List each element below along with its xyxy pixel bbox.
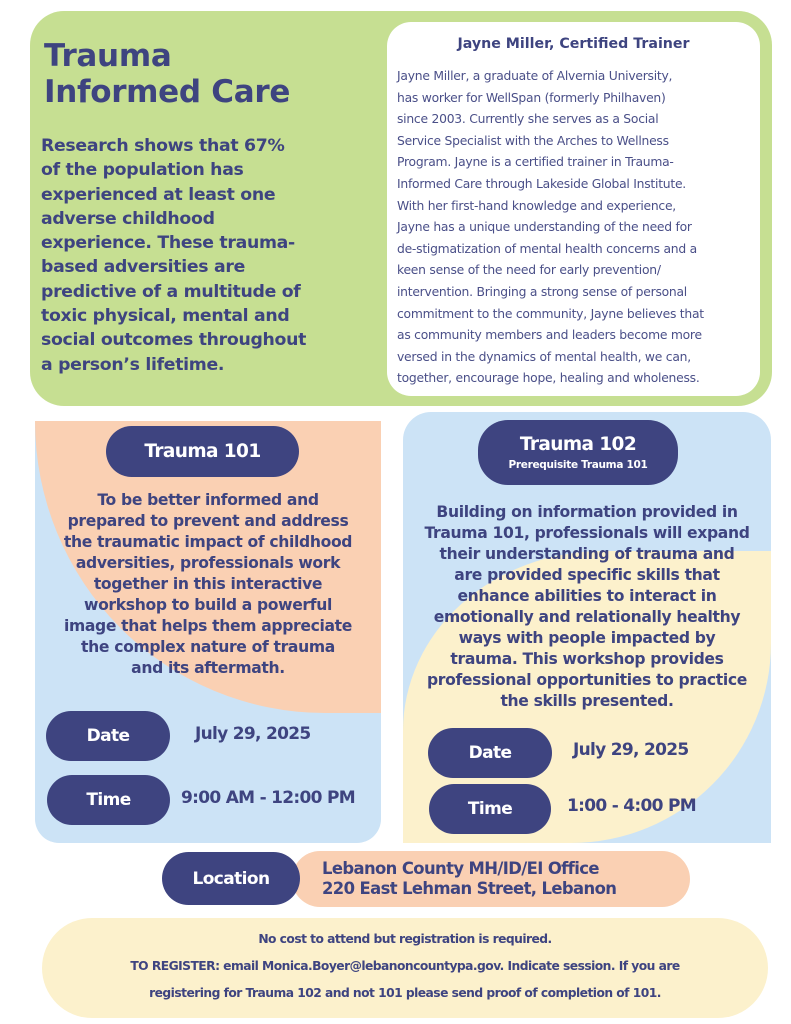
location-label: Location — [162, 852, 300, 905]
trauma-101-description — [35, 490, 381, 679]
desc-line: are provided specific skills that — [454, 566, 720, 584]
trainer-bio — [397, 66, 759, 390]
desc-line: Building on information provided in — [436, 503, 738, 521]
intro-line: adverse childhood — [41, 208, 215, 229]
intro-line: experienced at least one — [41, 184, 276, 205]
trauma-101-title-badge — [106, 426, 299, 477]
trauma-102-time-label: Time — [429, 784, 551, 834]
intro-line: a person’s lifetime. — [41, 354, 225, 375]
bio-line: de-stigmatization of mental health concerns and a — [397, 241, 697, 256]
bio-line: Informed Care through Lakeside Global Institute. — [397, 176, 686, 191]
trauma-102-description — [403, 502, 771, 712]
desc-line: image that helps them appreciate — [63, 617, 352, 635]
bio-line: Jayne has a unique understanding of the need for — [397, 220, 692, 235]
desc-line: the traumatic impact of childhood — [63, 533, 353, 551]
trauma-101-time-value: 9:00 AM - 12:00 PM — [181, 788, 355, 808]
intro-line: of the population has — [41, 160, 244, 181]
trauma-102-title: Trauma 102 — [519, 434, 637, 455]
intro-line: experience. These trauma- — [41, 233, 295, 254]
trauma-101-date-value: July 29, 2025 — [195, 724, 311, 744]
trauma-102-time-value: 1:00 - 4:00 PM — [567, 796, 696, 816]
trauma-101-title: Trauma 101 — [144, 441, 261, 462]
desc-line: Trauma 101, professionals will expand — [424, 524, 750, 542]
desc-line: enhance abilities to interact in — [457, 587, 717, 605]
bio-line: has worker for WellSpan (formerly Philhaven) — [397, 90, 666, 105]
bio-line: With her first-hand knowledge and experience, — [397, 198, 676, 213]
bio-line: versed in the dynamics of mental health, we can, — [397, 349, 691, 364]
desc-line: the skills presented. — [500, 692, 674, 710]
bio-line: as community members and leaders become more — [397, 328, 702, 343]
desc-line: their understanding of trauma and — [439, 545, 735, 563]
trauma-102-title-badge — [478, 420, 678, 485]
bio-line: Program. Jayne is a certified trainer in Trauma- — [397, 155, 674, 170]
page-title — [44, 38, 364, 110]
bio-line: together, encourage hope, healing and wholeness. — [397, 371, 700, 386]
registration-line-3: registering for Trauma 102 and not 101 please send proof of completion of 101. — [149, 986, 661, 1000]
registration-line-2: TO REGISTER: email Monica.Boyer@lebanoncountypa.gov. Indicate session. If you are — [130, 959, 680, 973]
bio-line: since 2003. Currently she serves as a Social — [397, 112, 659, 127]
location-line-1: Lebanon County MH/ID/EI Office — [322, 859, 599, 878]
bio-line: commitment to the community, Jayne believes that — [397, 306, 704, 321]
bio-line: intervention. Bringing a strong sense of personal — [397, 284, 687, 299]
desc-line: prepared to prevent and address — [67, 512, 349, 530]
intro-line: toxic physical, mental and — [41, 306, 290, 327]
registration-info — [42, 918, 768, 1018]
trauma-102-date-label: Date — [428, 728, 552, 778]
desc-line: trauma. This workshop provides — [450, 650, 724, 668]
desc-line: the complex nature of trauma — [81, 638, 335, 656]
bio-line: keen sense of the need for early prevention/ — [397, 263, 661, 278]
intro-line: based adversities are — [41, 257, 245, 278]
intro-text — [41, 134, 381, 377]
title-line-1: Trauma — [44, 38, 172, 74]
trainer-heading: Jayne Miller, Certified Trainer — [457, 36, 690, 52]
desc-line: and its aftermath. — [131, 659, 285, 677]
bio-line: Service Specialist with the Arches to Wellness — [397, 133, 669, 148]
location-line-2: 220 East Lehman Street, Lebanon — [322, 879, 617, 898]
title-line-2: Informed Care — [44, 74, 291, 110]
desc-line: together in this interactive — [93, 575, 323, 593]
desc-line: To be better informed and — [97, 491, 319, 509]
trauma-102-date-value: July 29, 2025 — [573, 740, 689, 760]
trauma-102-prerequisite: Prerequisite Trauma 101 — [508, 459, 648, 471]
desc-line: workshop to build a powerful — [84, 596, 332, 614]
desc-line: adversities, professionals work — [75, 554, 341, 572]
desc-line: emotionally and relationally healthy — [433, 608, 741, 626]
location-address — [292, 851, 690, 907]
intro-line: social outcomes throughout — [41, 330, 307, 351]
bio-line: Jayne Miller, a graduate of Alvernia University, — [397, 69, 673, 83]
registration-line-1: No cost to attend but registration is required. — [258, 932, 552, 946]
intro-line: Research shows that 67% — [41, 136, 285, 156]
desc-line: ways with people impacted by — [458, 629, 716, 647]
trauma-101-time-label: Time — [47, 775, 170, 825]
trauma-101-date-label: Date — [46, 711, 170, 761]
desc-line: professional opportunities to practice — [426, 671, 747, 689]
intro-line: predictive of a multitude of — [41, 281, 301, 302]
trainer-bio-card — [387, 22, 760, 396]
